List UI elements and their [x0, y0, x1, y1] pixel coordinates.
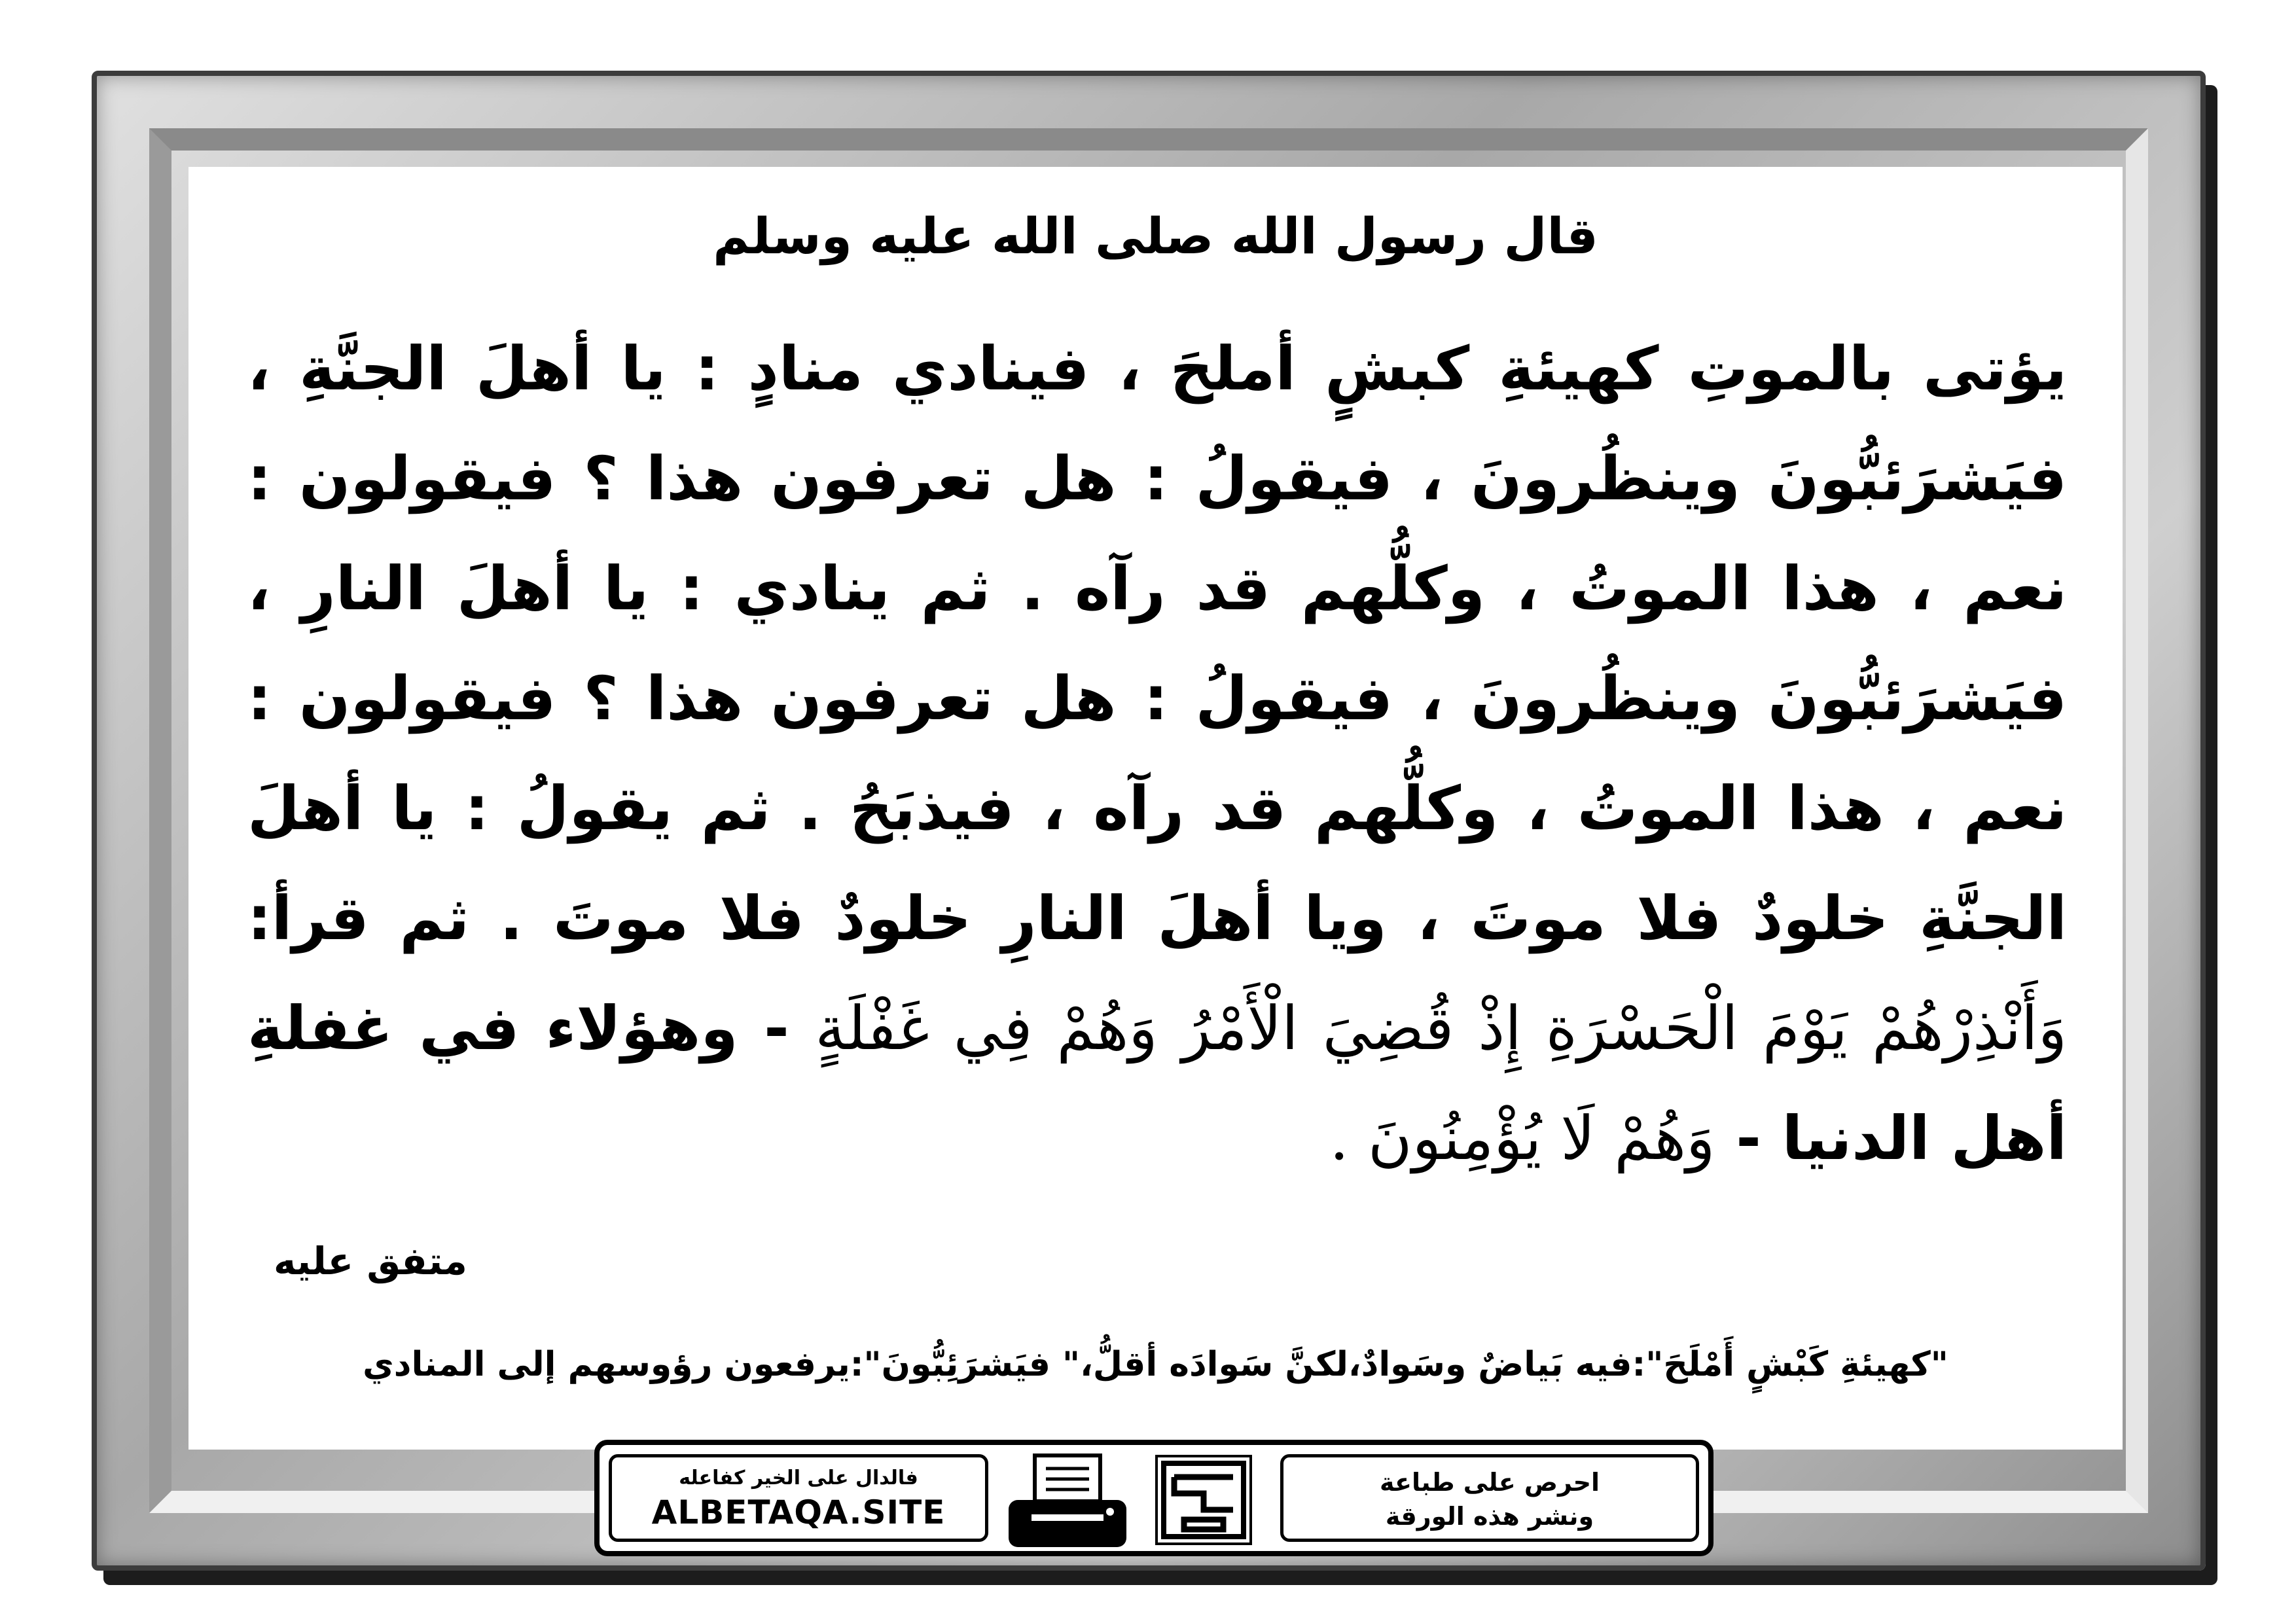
footnote: "كهيئةِ كَبْشٍ أَمْلَحَ":فيه بَياضٌ وسَوادٌ،لكنَّ سَوادَه أقلُّ،" فيَشرَئِبُّونَ":يرفعون رؤوسهم إلى المنادي — [363, 1345, 1948, 1384]
hadith-narrative: يؤتى بالموتِ كهيئةِ كبشٍ أملحَ ، فينادي منادٍ : يا أهلَ الجنَّةِ ، فيَشرَئبُّونَ وينظُرونَ ، فيقولُ : هل تعرفون هذا ؟ فيقولون : نعم ، هذا الموتُ ، وكلُّهم قد رآه . ثم ينادي : يا أهلَ النارِ ، فيَشرَئبُّونَ وينظُرونَ ، فيقولُ : هل تعرفون هذا ؟ فيقولون : نعم ، هذا الموتُ ، وكلُّهم قد رآه ، فيذبَحُ . ثم يقولُ : يا أهلَ الجنَّةِ خلودٌ فلا موتَ ، ويا أهلَ النارِ خلودٌ فلا موتَ . ثم قرأ: — [247, 334, 2067, 954]
hadith-text — [247, 314, 2067, 1194]
quran-verse-part1: وَأَنْذِرْهُمْ يَوْمَ الْحَسْرَةِ إِذْ قُضِيَ الْأَمْرُ وَهُمْ فِي غَفْلَةٍ — [815, 993, 2067, 1063]
footer-call-line2: ونشر هذه الورقة — [1385, 1502, 1594, 1531]
footer-call-box — [1280, 1454, 1699, 1542]
footer-site-box — [609, 1454, 988, 1542]
footer-site-link[interactable]: ALBETAQA.SITE — [651, 1493, 946, 1531]
hadith-source: متفق عليه — [274, 1239, 467, 1283]
footer-motto: فالدال على الخير كفاعله — [679, 1467, 918, 1489]
printer-icon — [1005, 1453, 1130, 1551]
footer-call-line1: احرص على طباعة — [1379, 1468, 1600, 1497]
footer-bar — [594, 1440, 1713, 1556]
quran-verse-part2: وَهُمْ لَا يُؤْمِنُونَ . — [1329, 1103, 1715, 1173]
logo-mark — [1155, 1454, 1253, 1546]
hadith-interjection: - وهؤلاء في غفلةِ أهل الدنيا - — [247, 993, 2067, 1173]
content-panel — [188, 167, 2123, 1450]
page-title: قال رسول الله صلى الله عليه وسلم — [713, 207, 1598, 265]
